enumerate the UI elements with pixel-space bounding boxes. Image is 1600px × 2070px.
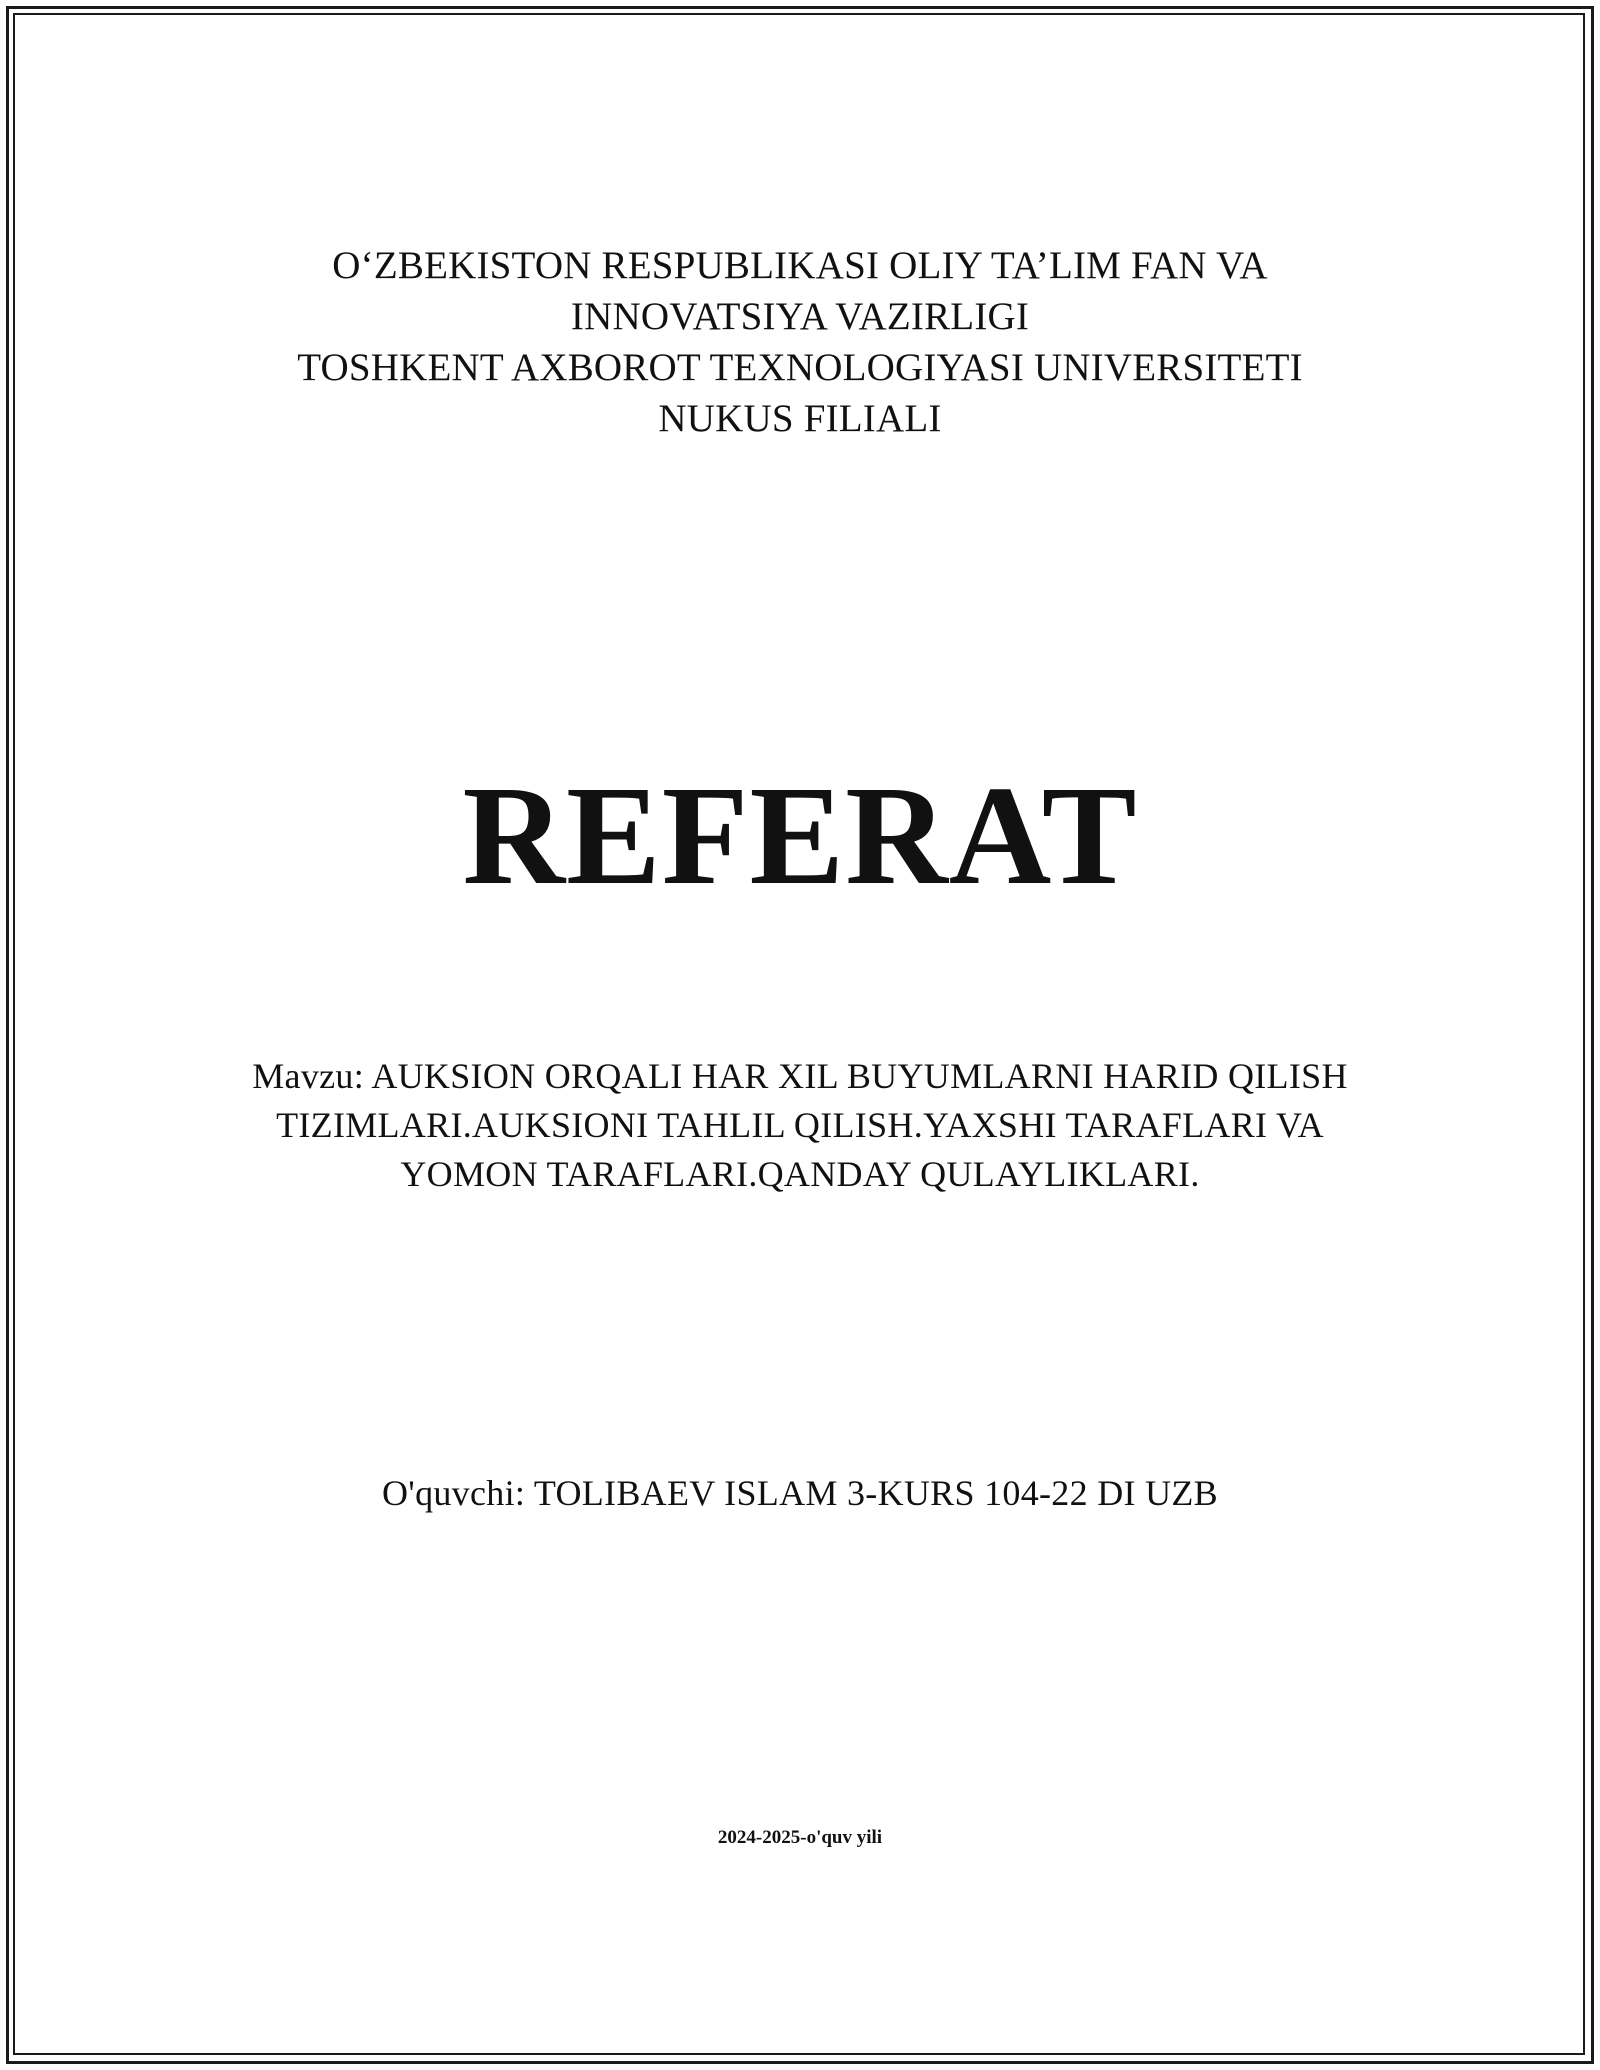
student-info: O'quvchi: TOLIBAEV ISLAM 3-KURS 104-22 DI UZB xyxy=(382,1473,1218,1513)
academic-year: 2024-2025-o'quv yili xyxy=(717,1827,883,1848)
institution-header xyxy=(0,240,1600,444)
topic-line-1: Mavzu: AUKSION ORQALI HAR XIL BUYUMLARNI HARID QILISH xyxy=(252,1056,1348,1096)
topic-block xyxy=(160,1052,1440,1199)
topic-line-3: YOMON TARAFLARI.QANDAY QULAYLIKLARI. xyxy=(400,1154,1200,1194)
header-line-branch: NUKUS FILIALI xyxy=(658,397,942,440)
header-line-university: TOSHKENT AXBOROT TEXNOLOGIYASI UNIVERSITETI xyxy=(297,346,1303,389)
topic-line-2: TIZIMLARI.AUKSIONI TAHLIL QILISH.YAXSHI TARAFLARI VA xyxy=(276,1105,1324,1145)
header-line-ministry-1: O‘ZBEKISTON RESPUBLIKASI OLIY TA’LIM FAN VA xyxy=(332,244,1268,287)
document-title: REFERAT xyxy=(462,756,1138,914)
header-line-ministry-2: INNOVATSIYA VAZIRLIGI xyxy=(570,295,1030,338)
